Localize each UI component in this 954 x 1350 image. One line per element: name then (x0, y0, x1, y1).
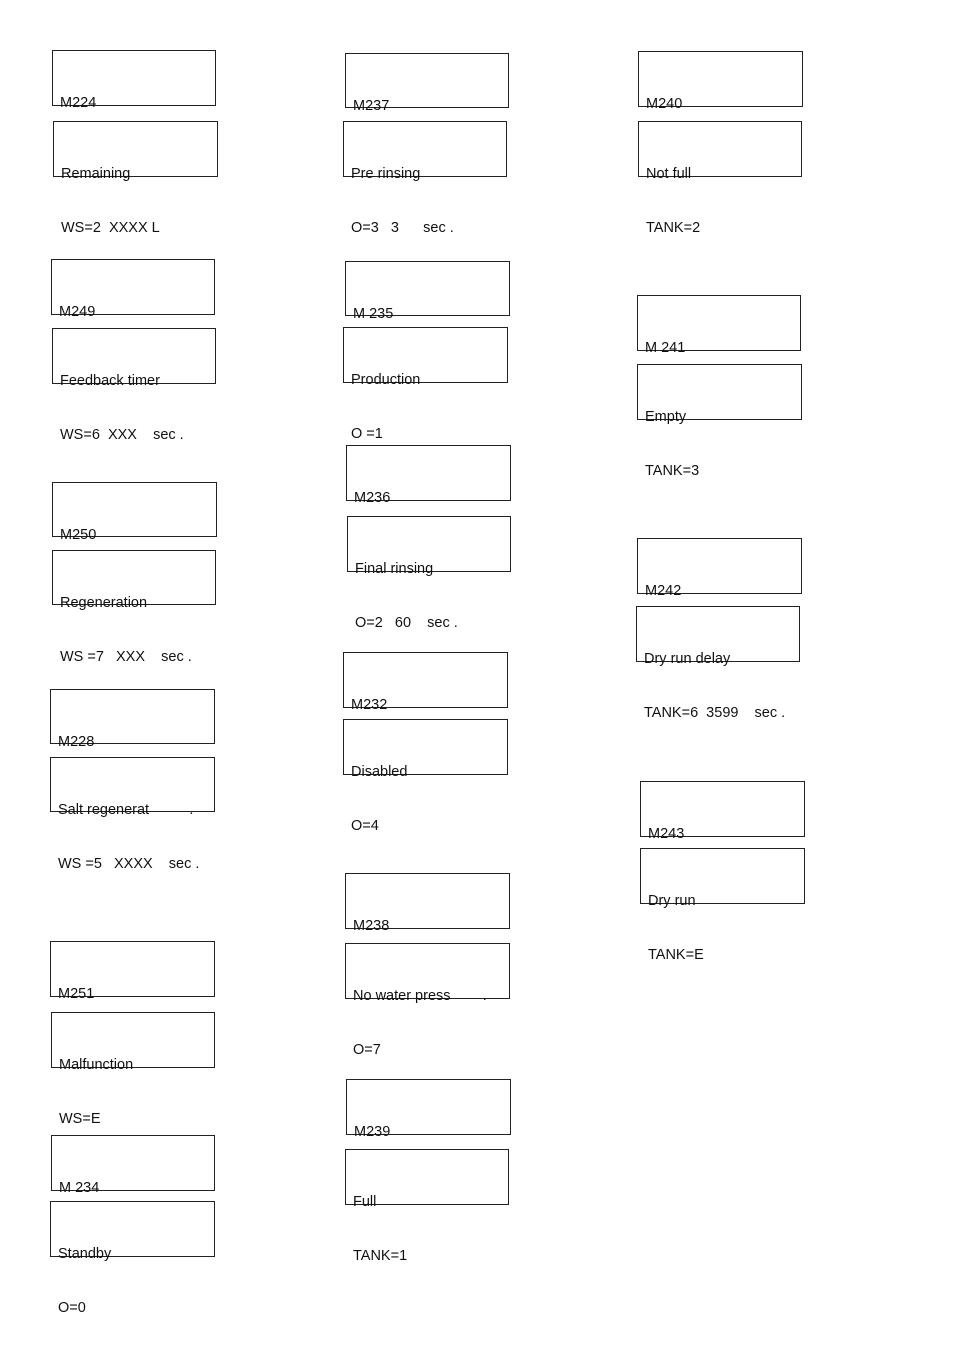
display-m234 (51, 1135, 215, 1196)
display-line-1: Empty (645, 409, 687, 425)
display-line-1: Not full (646, 166, 692, 182)
display-remaining (53, 121, 218, 236)
display-line-2: TANK=1 (353, 1248, 408, 1264)
display-empty (637, 364, 802, 479)
display-line-1: Disabled (351, 764, 408, 780)
display-line-1: M242 (645, 583, 682, 599)
display-feedback-timer (52, 328, 216, 443)
display-line-2: WS =5 XXXX sec . (58, 856, 200, 872)
display-m236 (346, 445, 511, 506)
display-line-2: TANK=6 3599 sec . (644, 705, 786, 721)
display-full (345, 1149, 509, 1264)
display-line-1: Dry run delay (644, 651, 731, 667)
display-production (343, 327, 508, 442)
display-line-1: M 235 (353, 306, 394, 322)
display-line-1: M249 (59, 304, 96, 320)
display-final-rinsing (347, 516, 511, 631)
display-line-2: O=7 (353, 1042, 381, 1058)
display-m228 (50, 689, 215, 750)
display-line-1: Dry run (648, 893, 696, 909)
display-line-2: WS=E (59, 1111, 101, 1127)
display-m239 (346, 1079, 511, 1140)
display-malfunction (51, 1012, 215, 1127)
display-dry-run-delay (636, 606, 800, 721)
display-line-1: M250 (60, 527, 97, 543)
display-no-water-press (345, 943, 510, 1058)
display-line-2: WS=6 XXX sec . (60, 427, 184, 443)
display-line-1: Salt regenerat . (58, 802, 194, 818)
display-line-2: O=3 3 sec . (351, 220, 454, 236)
display-line-2: WS=2 XXXX L (61, 220, 160, 236)
display-m237 (345, 53, 509, 114)
display-salt-regenerat (50, 757, 215, 872)
display-pre-rinsing (343, 121, 507, 236)
display-line-1: Remaining (61, 166, 131, 182)
display-m235 (345, 261, 510, 322)
display-line-2: TANK=2 (646, 220, 701, 236)
display-m250 (52, 482, 217, 543)
display-line-1: M243 (648, 826, 685, 842)
display-disabled (343, 719, 508, 834)
display-line-2: O=4 (351, 818, 379, 834)
display-line-2: WS =7 XXX sec . (60, 649, 192, 665)
display-not-full (638, 121, 802, 236)
display-standby (50, 1201, 215, 1316)
display-m249 (51, 259, 215, 320)
display-m232 (343, 652, 508, 713)
display-line-2: O=0 (58, 1300, 86, 1316)
display-line-1: M 234 (59, 1180, 100, 1196)
display-line-1: M236 (354, 490, 391, 506)
display-line-1: M 241 (645, 340, 686, 356)
display-line-1: M239 (354, 1124, 391, 1140)
display-dry-run (640, 848, 805, 963)
display-m240 (638, 51, 803, 112)
display-m238 (345, 873, 510, 934)
display-m251 (50, 941, 215, 1002)
display-line-1: Full (353, 1194, 377, 1210)
display-line-1: M232 (351, 697, 388, 713)
display-line-1: M238 (353, 918, 390, 934)
display-m241 (637, 295, 801, 356)
display-m224 (52, 50, 216, 111)
display-line-1: Malfunction (59, 1057, 134, 1073)
display-line-1: Regeneration (60, 595, 148, 611)
display-line-2: TANK=E (648, 947, 704, 963)
display-line-2: TANK=3 (645, 463, 700, 479)
display-line-1: No water press . (353, 988, 487, 1004)
display-line-1: M228 (58, 734, 95, 750)
display-line-2: O =1 (351, 426, 383, 442)
display-line-1: M224 (60, 95, 97, 111)
display-line-1: Feedback timer (60, 373, 160, 389)
display-m243 (640, 781, 805, 842)
display-line-1: M251 (58, 986, 95, 1002)
display-line-1: Production (351, 372, 421, 388)
display-line-1: Standby (58, 1246, 112, 1262)
display-line-1: M240 (646, 96, 683, 112)
display-regeneration (52, 550, 216, 665)
display-line-1: Pre rinsing (351, 166, 421, 182)
display-line-2: O=2 60 sec . (355, 615, 458, 631)
display-m242 (637, 538, 802, 599)
display-line-1: M237 (353, 98, 390, 114)
display-line-1: Final rinsing (355, 561, 434, 577)
